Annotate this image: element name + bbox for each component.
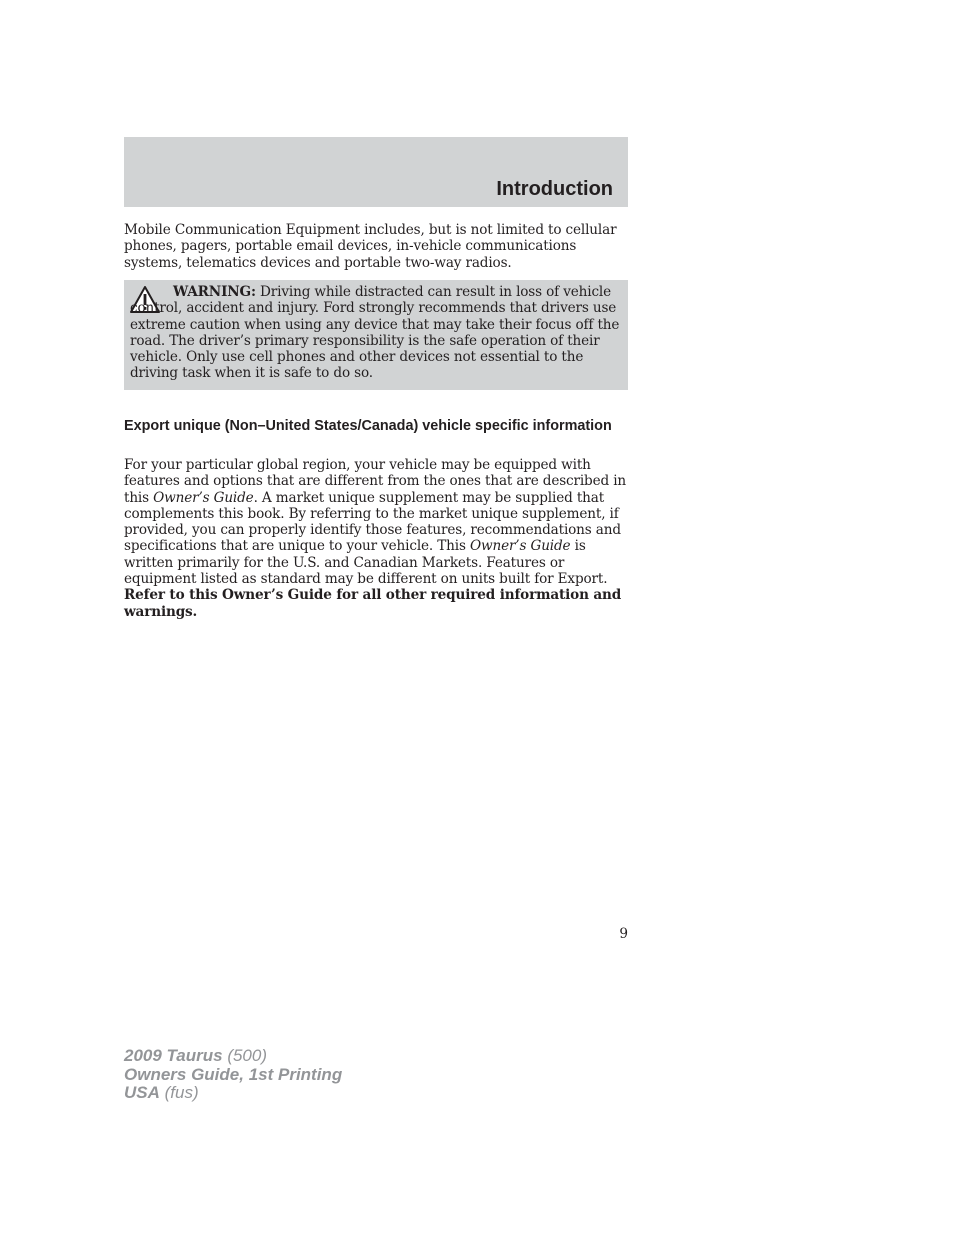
section-title: Introduction — [496, 178, 613, 200]
paragraph-export — [124, 457, 630, 620]
warning-body: Driving while distracted can result in loss of vehicle control, accident and injury. Ford strongly recommends that drivers use extreme caution when using any device that may take their focus off the road. The driver’s primary responsibility is the safe operation of their vehicle. Only use cell phones and other devices not essential to the driving task when it is safe to do so. — [130, 284, 620, 382]
footer-print-info — [124, 1047, 342, 1103]
paragraph-mobile-equipment: Mobile Communication Equipment includes, but is not limited to cellular phones, pagers, portable email devices, in-vehicle communications systems, telematics devices and portable two-way radios. — [124, 222, 617, 271]
section-header-band — [124, 137, 628, 207]
owners-guide-italic-2: Owner’s Guide — [469, 538, 571, 555]
export-bold-note: Refer to this Owner’s Guide for all other required information and warnings. — [124, 587, 622, 620]
export-text-3: is written primarily for the U.S. and Canadian Markets. Features or equipment listed as standard may be different on units built for Export. — [124, 538, 608, 588]
footer-line-model: 2009 Taurus (500) — [124, 1046, 268, 1065]
footer-line-market: USA (fus) — [124, 1083, 199, 1102]
owners-guide-italic-1: Owner’s Guide — [153, 489, 254, 506]
page-number: 9 — [619, 926, 628, 942]
export-text-2: . A market unique supplement may be supplied that complements this book. By referring to the market unique supplement, if provided, you can properly identify those features, recommendations and specifications that are unique to your vehicle. This — [124, 489, 621, 555]
export-text-1: For your particular global region, your vehicle may be equipped with features and options that are different from the ones that are described in this — [124, 457, 627, 506]
warning-label: WARNING: — [173, 284, 256, 300]
export-heading: Export unique (Non–United States/Canada) vehicle specific information — [124, 418, 612, 434]
warning-box — [124, 280, 628, 390]
warning-text — [130, 284, 622, 382]
footer-line-printing: Owners Guide, 1st Printing — [124, 1064, 343, 1084]
